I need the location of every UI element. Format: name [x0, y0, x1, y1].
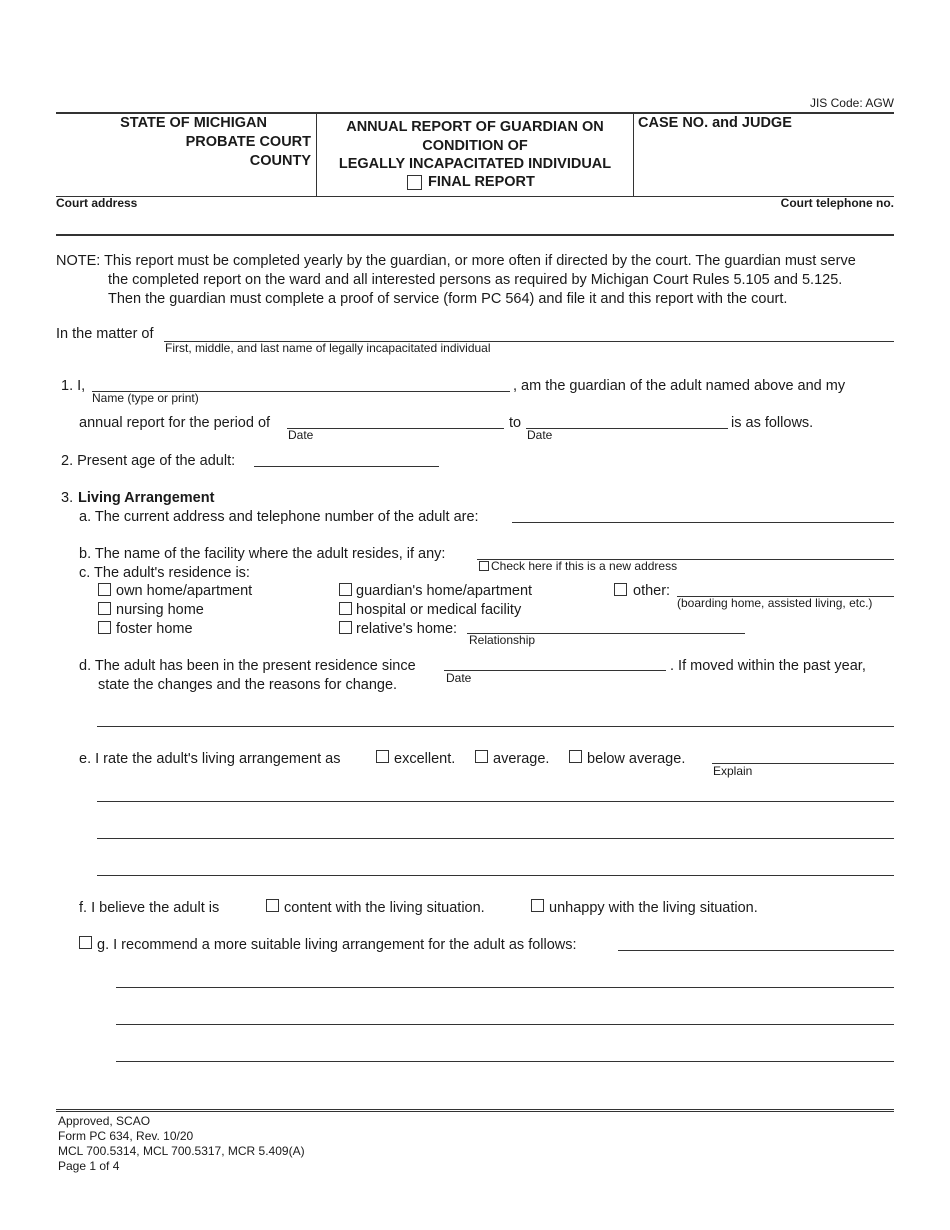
guardian-home-label: guardian's home/apartment [356, 583, 533, 599]
item3b-label: b. The name of the facility where the adult resides, if any: [79, 546, 446, 562]
period-prefix: annual report for the period of [79, 415, 271, 431]
nursing-home-checkbox[interactable] [98, 602, 111, 615]
county-label: COUNTY [249, 153, 311, 169]
header-divider-2 [633, 113, 634, 196]
foster-home-label: foster home [116, 621, 193, 637]
average-label: average. [493, 751, 550, 767]
content-label: content with the living situation. [284, 900, 485, 916]
ward-name-caption: First, middle, and last name of legally incapacitated individual [165, 341, 491, 355]
period-to-label: to [509, 415, 522, 431]
own-home-label: own home/apartment [116, 583, 253, 599]
recommend-line-1[interactable] [116, 987, 894, 988]
final-report-label: FINAL REPORT [428, 174, 535, 190]
header-bottom-rule [56, 234, 894, 236]
court-telephone-label: Court telephone no. [780, 196, 894, 210]
nursing-home-label: nursing home [116, 602, 204, 618]
item2-label: 2. Present age of the adult: [61, 453, 236, 469]
new-address-checkbox[interactable] [479, 561, 489, 571]
below-average-label: below average. [587, 751, 686, 767]
recommend-field[interactable] [618, 950, 894, 951]
item3d-line2: state the changes and the reasons for change. [98, 677, 398, 693]
explain-line-3[interactable] [97, 875, 894, 876]
final-report-checkbox[interactable] [407, 175, 422, 190]
period-start-caption: Date [288, 428, 314, 442]
matter-label: In the matter of [56, 326, 154, 342]
excellent-checkbox[interactable] [376, 750, 389, 763]
item3-title: Living Arrangement [78, 490, 215, 506]
residence-since-caption: Date [446, 671, 472, 685]
new-address-label: Check here if this is a new address [491, 559, 678, 573]
changes-field-line-1[interactable] [97, 726, 894, 727]
form-number: Form PC 634, Rev. 10/20 [58, 1129, 194, 1143]
item3f-label: f. I believe the adult is [79, 900, 220, 916]
recommend-checkbox[interactable] [79, 936, 92, 949]
note-line-2: the completed report on the ward and all interested persons as required by Michigan Court Rules 5.105 and 5.125. [108, 272, 843, 288]
below-average-checkbox[interactable] [569, 750, 582, 763]
item1-prefix: 1. I, [61, 378, 86, 394]
item3a-label: a. The current address and telephone number of the adult are: [79, 509, 479, 525]
note-line-3: Then the guardian must complete a proof of service (form PC 564) and file it and this report with the court. [108, 291, 788, 307]
unhappy-checkbox[interactable] [531, 899, 544, 912]
period-suffix: is as follows. [731, 415, 814, 431]
item3d-suffix: . If moved within the past year, [670, 658, 866, 674]
form-title [317, 118, 633, 174]
court-label: PROBATE COURT [185, 134, 311, 150]
court-state [56, 114, 311, 171]
item3g-label: g. I recommend a more suitable living arrangement for the adult as follows: [97, 937, 577, 953]
hospital-label: hospital or medical facility [356, 602, 522, 618]
item3-number: 3. [61, 490, 74, 506]
excellent-label: excellent. [394, 751, 456, 767]
foster-home-checkbox[interactable] [98, 621, 111, 634]
footer-rule [56, 1109, 894, 1112]
guardian-name-caption: Name (type or print) [92, 391, 199, 405]
relative-home-checkbox[interactable] [339, 621, 352, 634]
approved-label: Approved, SCAO [58, 1114, 151, 1128]
header-mid-rule [56, 196, 894, 197]
other-residence-caption: (boarding home, assisted living, etc.) [677, 596, 873, 610]
age-field[interactable] [254, 466, 439, 467]
note-line-1: NOTE: This report must be completed yearly by the guardian, or more often if directed by the court. The guardian must serve [56, 253, 856, 269]
title-line-3: LEGALLY INCAPACITATED INDIVIDUAL [338, 156, 612, 172]
guardian-home-checkbox[interactable] [339, 583, 352, 596]
period-end-field[interactable] [526, 428, 728, 429]
relative-home-label: relative's home: [356, 621, 458, 637]
footer-info [58, 1114, 305, 1174]
residence-since-field[interactable] [444, 670, 666, 671]
recommend-line-3[interactable] [116, 1061, 894, 1062]
other-residence-label: other: [633, 583, 671, 599]
court-address-label: Court address [56, 196, 138, 210]
period-start-field[interactable] [287, 428, 504, 429]
case-no-judge-label: CASE NO. and JUDGE [638, 115, 792, 131]
explain-line-2[interactable] [97, 838, 894, 839]
recommend-line-2[interactable] [116, 1024, 894, 1025]
average-checkbox[interactable] [475, 750, 488, 763]
content-checkbox[interactable] [266, 899, 279, 912]
instructions-note [56, 252, 901, 309]
title-line-2: CONDITION OF [422, 137, 528, 154]
item3c-label: c. The adult's residence is: [79, 565, 250, 581]
jis-code: JIS Code: AGW [809, 96, 894, 110]
own-home-checkbox[interactable] [98, 583, 111, 596]
explain-caption: Explain [713, 764, 753, 778]
other-residence-checkbox[interactable] [614, 583, 627, 596]
item1-suffix: , am the guardian of the adult named above and my [513, 378, 846, 394]
item3e-label: e. I rate the adult's living arrangement as [79, 751, 341, 767]
title-line-1: ANNUAL REPORT OF GUARDIAN ON [346, 119, 604, 135]
period-end-caption: Date [527, 428, 553, 442]
relationship-caption: Relationship [469, 633, 536, 647]
explain-line-1[interactable] [97, 801, 894, 802]
item3d-label: d. The adult has been in the present residence since [79, 658, 416, 674]
address-field[interactable] [512, 522, 894, 523]
state-label: STATE OF MICHIGAN [120, 115, 267, 131]
unhappy-label: unhappy with the living situation. [549, 900, 758, 916]
statute-references: MCL 700.5314, MCL 700.5317, MCR 5.409(A) [58, 1144, 305, 1158]
page-number: Page 1 of 4 [58, 1159, 120, 1173]
hospital-checkbox[interactable] [339, 602, 352, 615]
